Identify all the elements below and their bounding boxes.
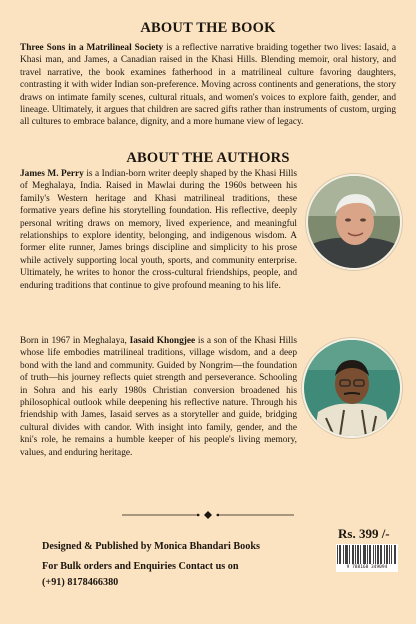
james-portrait-photo — [306, 174, 402, 270]
about-book-paragraph — [20, 42, 396, 129]
about-authors-heading: ABOUT THE AUTHORS — [126, 150, 290, 166]
about-book-heading: ABOUT THE BOOK — [140, 20, 276, 36]
james-bio-paragraph — [20, 168, 297, 292]
james-bio-text: is a Indian-born writer deeply shaped by the Khasi Hills of Meghalaya, India. Raised in Mawlai during the 1960s between his family's Western heritage and Khasi matrilineal traditions, these formative years define his storytelling foundation. His reflective, deeply personal writing draws on memory, lived experience, and meaningful relationships to explore identity, belonging, and indigenous wisdom. A former elite runner, James brings discipline and simplicity to his prose while actively supporting local youth, sports, and community enterprise. Ultimately, he writes to honor the cross-cultural friendships, people, and enduring traditions that continue to give profound meaning to his life. — [20, 169, 297, 291]
iasaid-portrait-image — [304, 340, 400, 436]
james-name: James M. Perry — [20, 169, 84, 179]
bulk-orders-note: For Bulk orders and Enquiries Contact us on — [42, 561, 239, 572]
ornamental-divider — [120, 511, 296, 519]
iasaid-bio-intro: Born in 1967 in Meghalaya, — [20, 336, 130, 346]
publisher-credit: Designed & Published by Monica Bhandari Books — [42, 541, 260, 552]
iasaid-bio-text: is a son of the Khasi Hills whose life embodies matrilineal traditions, village wisdom, and a deep bond with the land and community. Guided by Nongrim—the foundation of truth—his journey reflects quiet strength and perseverance. Schooling in Sohra and his early 1980s Christian conversion broadened his philosophical outlook while deepening his reflective nature. Through his friendship with James, Iasaid serves as a storyteller and guide, bridging cultural divides with candor. With insight into family, gender, and the kni's role, he remains a humble keeper of his people's living memory, values, and enduring heritage. — [20, 336, 298, 458]
barcode-number: 9 788168 349094 — [336, 564, 398, 572]
james-portrait-image — [308, 176, 400, 268]
iasaid-bio-paragraph — [20, 335, 297, 459]
price-label: Rs. 399 /- — [338, 526, 390, 541]
book-title: Three Sons in a Matrilineal Society — [20, 43, 164, 53]
iasaid-portrait-photo — [302, 338, 402, 438]
contact-phone: (+91) 8178466380 — [42, 577, 119, 588]
iasaid-name: Iasaid Khongjee — [129, 336, 196, 346]
about-book-text: is a reflective narrative braiding together two lives: Iasaid, a Khasi man, and James, a Canadian raised in the Khasi Hills. Blending memoir, oral history, and travel narrative, the book examines fatherhood in a matrilineal culture favoring daughters, contrasting it with wider Indian son-preference. Moving across continents and generations, the story draws on intimate family scenes, cultural rituals, and women's voices to explore faith, gender, and lineage. Ultimately, it argues that children are sacred gifts rather than instruments of custom, urging all cultures to embrace balance, dignity, and a more humane view of legacy. — [20, 43, 396, 128]
